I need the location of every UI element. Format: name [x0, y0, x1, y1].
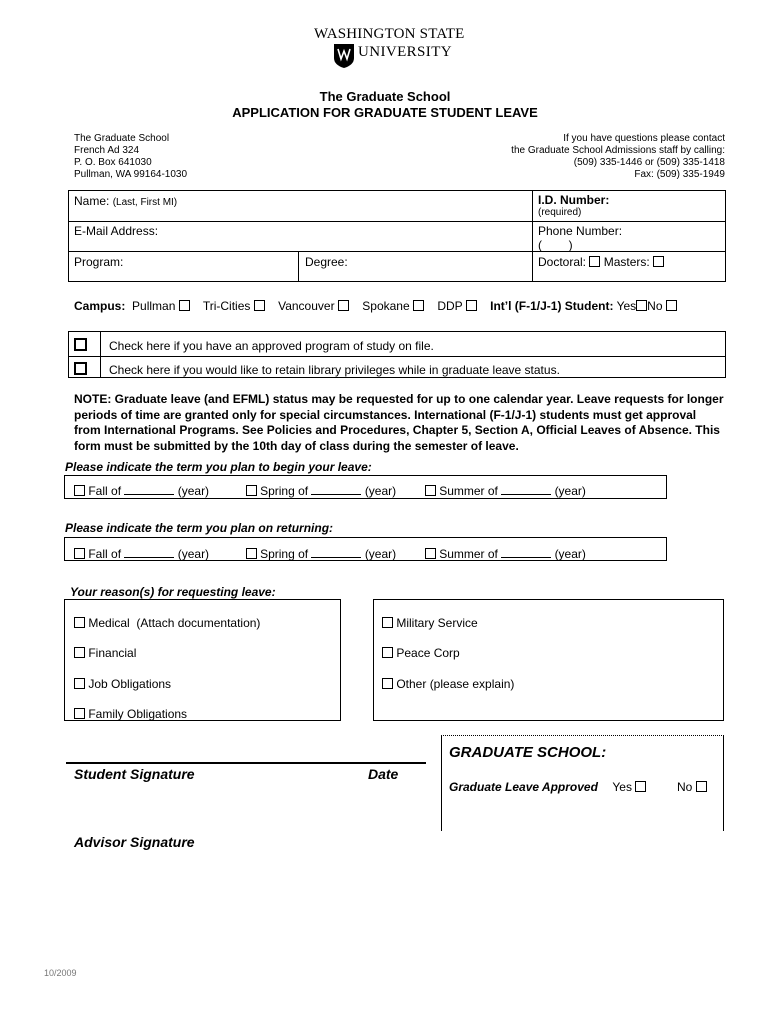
- degree-type: [538, 255, 664, 269]
- campus-tricities-label: Tri-Cities: [202, 299, 251, 313]
- advisor-signature-label: Advisor Signature: [74, 834, 195, 850]
- phone-label: Phone Number:: [538, 224, 623, 238]
- reason-family[interactable]: [74, 707, 187, 721]
- campus-label: Campus:: [74, 299, 126, 313]
- student-signature-line[interactable]: [66, 762, 426, 764]
- form-title: APPLICATION FOR GRADUATE STUDENT LEAVE: [232, 105, 538, 120]
- program-on-file-label: Check here if you have an approved program of study on file.: [109, 339, 434, 353]
- logo-line1: WASHINGTON STATE: [314, 26, 465, 42]
- begin-summer-year-blank[interactable]: [501, 484, 551, 495]
- library-privileges-label: Check here if you would like to retain library privileges while in graduate leave status.: [109, 363, 560, 377]
- masters-checkbox[interactable]: [653, 256, 664, 267]
- reason-job[interactable]: [74, 677, 171, 691]
- id-hint: (required): [538, 207, 582, 218]
- year-label: (year): [554, 547, 586, 561]
- return-spring-year-blank[interactable]: [311, 547, 361, 558]
- begin-spring-checkbox[interactable]: [246, 485, 257, 496]
- student-signature-label: Student Signature: [74, 766, 195, 782]
- begin-leave-options: [74, 484, 664, 498]
- reason-medical-label: Medical (Attach documentation): [88, 616, 261, 630]
- return-spring-checkbox[interactable]: [246, 548, 257, 559]
- leave-approved-label: Graduate Leave Approved: [449, 780, 598, 794]
- return-options: [74, 547, 664, 561]
- begin-spring-label: Spring of: [260, 484, 309, 498]
- reason-military[interactable]: [382, 616, 478, 630]
- year-label: (year): [364, 484, 397, 498]
- return-heading: Please indicate the term you plan on returning:: [65, 521, 334, 535]
- campus-spokane-checkbox[interactable]: [413, 300, 424, 311]
- approved-no-checkbox[interactable]: [696, 781, 707, 792]
- contact-line: (509) 335-1446 or (509) 335-1418: [573, 157, 725, 168]
- return-summer-label: Summer of: [439, 547, 498, 561]
- reason-other-label: Other (please explain): [396, 677, 515, 691]
- reason-family-checkbox[interactable]: [74, 708, 85, 719]
- reason-financial[interactable]: [74, 646, 136, 660]
- email-field[interactable]: E-Mail Address:: [74, 224, 159, 238]
- year-label: (year): [554, 484, 586, 498]
- begin-fall-checkbox[interactable]: [74, 485, 85, 496]
- reason-other[interactable]: [382, 677, 514, 691]
- address-block: [74, 133, 187, 181]
- id-label: I.D. Number:: [538, 193, 610, 207]
- doctoral-checkbox[interactable]: [589, 256, 600, 267]
- phone-field[interactable]: [538, 224, 622, 252]
- form-version: 10/2009: [44, 968, 77, 978]
- degree-field[interactable]: Degree:: [305, 255, 348, 269]
- id-number-field[interactable]: [538, 193, 609, 218]
- reason-military-label: Military Service: [396, 616, 478, 630]
- date-label: Date: [368, 766, 399, 782]
- campus-vancouver-checkbox[interactable]: [338, 300, 349, 311]
- note-paragraph: NOTE: Graduate leave (and EFML) status may be requested for up to one calendar year. Leave requests for longer periods of time are granted only for special circumstances. International (F-1/J-1) students must get approval from International Programs. See Policies and Procedures, Chapter 5, Section A, Official Leaves of Absence. This form must be submitted by the 10th day of class during the semester of leave.: [74, 392, 724, 453]
- logo-line2: UNIVERSITY: [358, 44, 452, 60]
- contact-line: Fax: (509) 335-1949: [634, 169, 725, 180]
- approved-yes-checkbox[interactable]: [635, 781, 646, 792]
- begin-fall-year-blank[interactable]: [124, 484, 174, 495]
- begin-leave-heading: Please indicate the term you plan to begin your leave:: [65, 460, 372, 474]
- reason-military-checkbox[interactable]: [382, 617, 393, 628]
- contact-block: [511, 133, 725, 181]
- campus-pullman-label: Pullman: [132, 299, 176, 313]
- approved-yes-label: Yes: [612, 780, 632, 794]
- reason-other-checkbox[interactable]: [382, 678, 393, 689]
- campus-ddp-label: DDP: [437, 299, 463, 313]
- reason-peace-corp-label: Peace Corp: [396, 646, 460, 660]
- return-summer-checkbox[interactable]: [425, 548, 436, 559]
- graduate-school-heading: GRADUATE SCHOOL:: [449, 744, 607, 761]
- contact-line: the Graduate School Admissions staff by calling:: [511, 145, 725, 156]
- reason-financial-label: Financial: [88, 646, 137, 660]
- year-label: (year): [177, 484, 210, 498]
- reason-job-label: Job Obligations: [88, 677, 172, 691]
- wsu-seal-icon: [333, 43, 355, 69]
- begin-fall-label: Fall of: [88, 484, 122, 498]
- campus-row: [74, 299, 677, 313]
- intl-no-checkbox[interactable]: [666, 300, 677, 311]
- school-heading: The Graduate School: [319, 89, 451, 104]
- name-hint: (Last, First MI): [112, 197, 178, 208]
- reason-family-label: Family Obligations: [88, 707, 188, 721]
- intl-student-label: Int’l (F-1/J-1) Student:: [490, 299, 614, 313]
- library-privileges-checkbox[interactable]: [74, 362, 87, 375]
- program-on-file-checkbox[interactable]: [74, 338, 87, 351]
- reasons-heading: Your reason(s) for requesting leave:: [70, 585, 276, 599]
- intl-yes-checkbox[interactable]: [636, 300, 647, 311]
- campus-ddp-checkbox[interactable]: [466, 300, 477, 311]
- campus-spokane-label: Spokane: [362, 299, 410, 313]
- masters-label: Masters:: [603, 255, 650, 269]
- year-label: (year): [177, 547, 210, 561]
- begin-summer-checkbox[interactable]: [425, 485, 436, 496]
- approved-no-label: No: [677, 780, 693, 794]
- return-fall-year-blank[interactable]: [124, 547, 174, 558]
- name-label: Name:: [74, 194, 110, 208]
- doctoral-label: Doctoral:: [538, 255, 587, 269]
- reason-medical[interactable]: [74, 616, 260, 630]
- address-line: Pullman, WA 99164-1030: [74, 169, 188, 180]
- address-line: French Ad 324: [74, 145, 140, 156]
- campus-pullman-checkbox[interactable]: [179, 300, 190, 311]
- return-fall-label: Fall of: [88, 547, 122, 561]
- return-fall-checkbox[interactable]: [74, 548, 85, 559]
- name-field[interactable]: [74, 194, 177, 208]
- wsu-logo: [310, 26, 465, 72]
- intl-yes-label: Yes: [616, 299, 637, 313]
- reason-job-checkbox[interactable]: [74, 678, 85, 689]
- campus-tricities-checkbox[interactable]: [254, 300, 265, 311]
- program-field[interactable]: Program:: [74, 255, 124, 269]
- leave-approved-row: [449, 780, 707, 794]
- reason-peace-corp[interactable]: [382, 646, 460, 660]
- contact-line: If you have questions please contact: [563, 133, 725, 144]
- begin-summer-label: Summer of: [439, 484, 498, 498]
- return-spring-label: Spring of: [260, 547, 309, 561]
- address-line: P. O. Box 641030: [74, 157, 152, 168]
- address-line: The Graduate School: [74, 133, 170, 144]
- begin-spring-year-blank[interactable]: [311, 484, 361, 495]
- reason-peace-corp-checkbox[interactable]: [382, 647, 393, 658]
- return-summer-year-blank[interactable]: [501, 547, 551, 558]
- reason-medical-checkbox[interactable]: [74, 617, 85, 628]
- campus-vancouver-label: Vancouver: [278, 299, 335, 313]
- reason-financial-checkbox[interactable]: [74, 647, 85, 658]
- year-label: (year): [364, 547, 397, 561]
- intl-no-label: No: [647, 299, 663, 313]
- phone-format: ( ): [538, 238, 573, 252]
